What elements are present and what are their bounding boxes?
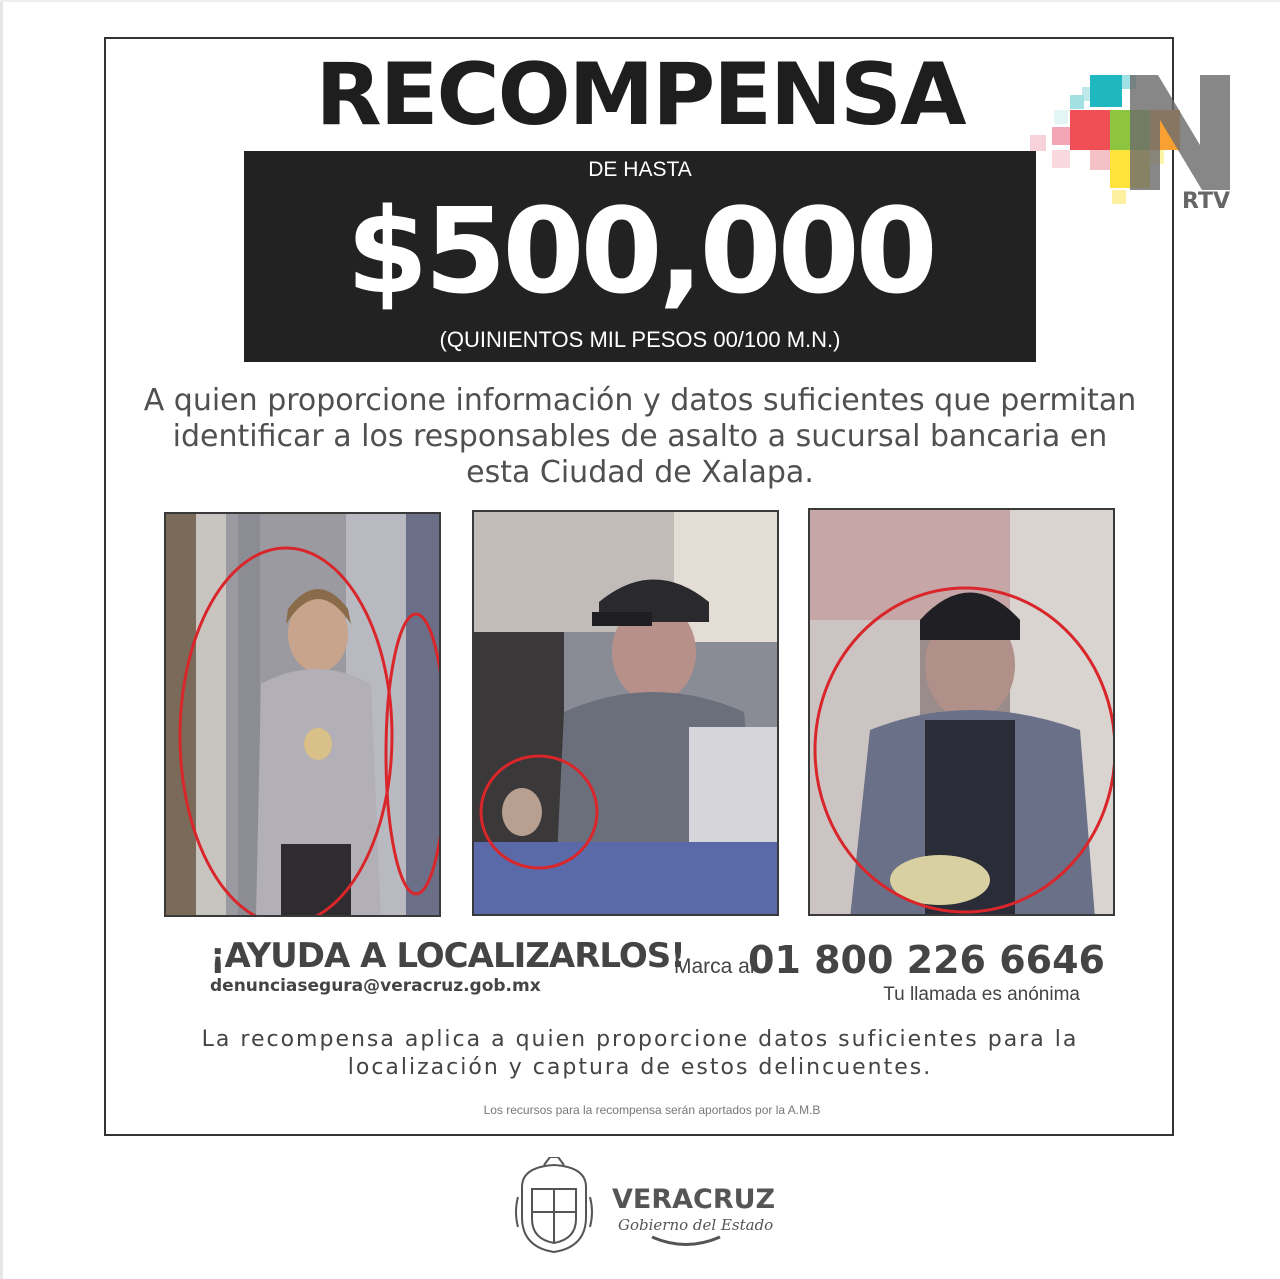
help-heading: ¡AYUDA A LOCALIZARLOS! [210, 936, 685, 976]
poster-title: RECOMPENSA [315, 45, 965, 145]
suspect-photo-3 [808, 508, 1115, 916]
up-to-label: DE HASTA [588, 158, 692, 181]
reward-description: A quien proporcione información y datos suficientes que permitan identificar a los responsables de asalto a sucursal bancaria en esta Ciudad de Xalapa. [143, 383, 1137, 490]
veracruz-name: VERACRUZ [612, 1184, 776, 1215]
email-link[interactable]: denunciasegura@veracruz.gob.mx [210, 976, 541, 996]
reward-amount: $500,000 [346, 182, 934, 320]
call-prefix: Marca al [674, 955, 755, 978]
suspect-photo-1 [164, 512, 441, 917]
reward-amount-words: (QUINIENTOS MIL PESOS 00/100 M.N.) [439, 327, 841, 352]
rtv-text: RTV [1182, 189, 1230, 210]
page-edge-left [0, 0, 3, 1279]
anonymous-note: Tu llamada es anónima [883, 984, 1080, 1005]
reward-note: La recompensa aplica a quien proporcione datos suficientes para la localización y captura de estos delincuentes. [201, 1027, 1079, 1080]
suspect-photo-2 [472, 510, 779, 916]
reward-box [244, 151, 1036, 362]
rtv-logo [1030, 50, 1230, 210]
phone-number[interactable]: 01 800 226 6646 [748, 938, 1105, 982]
fine-print: Los recursos para la recompensa serán aportados por la A.M.B [483, 1103, 821, 1117]
page-edge-top [0, 0, 1280, 2]
veracruz-subtitle: Gobierno del Estado [618, 1216, 774, 1234]
